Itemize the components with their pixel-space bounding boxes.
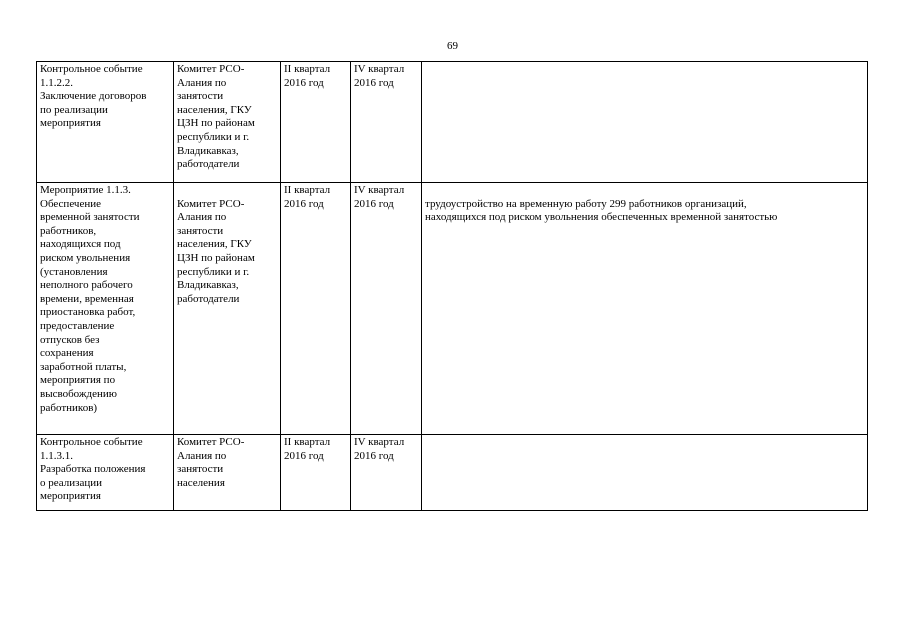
start-period-cell: II квартал 2016 год (281, 62, 351, 183)
end-period-cell: IV квартал 2016 год (351, 435, 422, 511)
executor-cell: Комитет РСО- Алания по занятости населения, ГКУ ЦЗН по районам республики и г. Владикавказ, работодатели (174, 183, 281, 435)
start-period-cell: II квартал 2016 год (281, 435, 351, 511)
table-row (37, 435, 868, 511)
start-period-cell: II квартал 2016 год (281, 183, 351, 435)
page-number: 69 (447, 40, 458, 52)
executor-cell: Комитет РСО- Алания по занятости населения (174, 435, 281, 511)
event-cell: Контрольное событие 1.1.3.1. Разработка положения о реализации мероприятия (37, 435, 174, 511)
result-cell (422, 62, 868, 183)
result-cell (422, 435, 868, 511)
table-row (37, 183, 868, 435)
plan-table (36, 61, 868, 511)
event-cell: Мероприятие 1.1.3. Обеспечение временной занятости работников, находящихся под риском увольнения (установления неполного рабочего времени, временная приостановка работ, предоставление отпусков без сохранения заработной платы, мероприятия по высвобождению работников) (37, 183, 174, 435)
executor-cell: Комитет РСО- Алания по занятости населения, ГКУ ЦЗН по районам республики и г. Владикавказ, работодатели (174, 62, 281, 183)
end-period-cell: IV квартал 2016 год (351, 62, 422, 183)
table-row (37, 62, 868, 183)
result-cell: трудоустройство на временную работу 299 работников организаций, находящихся под риском увольнения обеспеченных временной занятостью (422, 183, 868, 435)
end-period-cell: IV квартал 2016 год (351, 183, 422, 435)
event-cell: Контрольное событие 1.1.2.2. Заключение договоров по реализации мероприятия (37, 62, 174, 183)
